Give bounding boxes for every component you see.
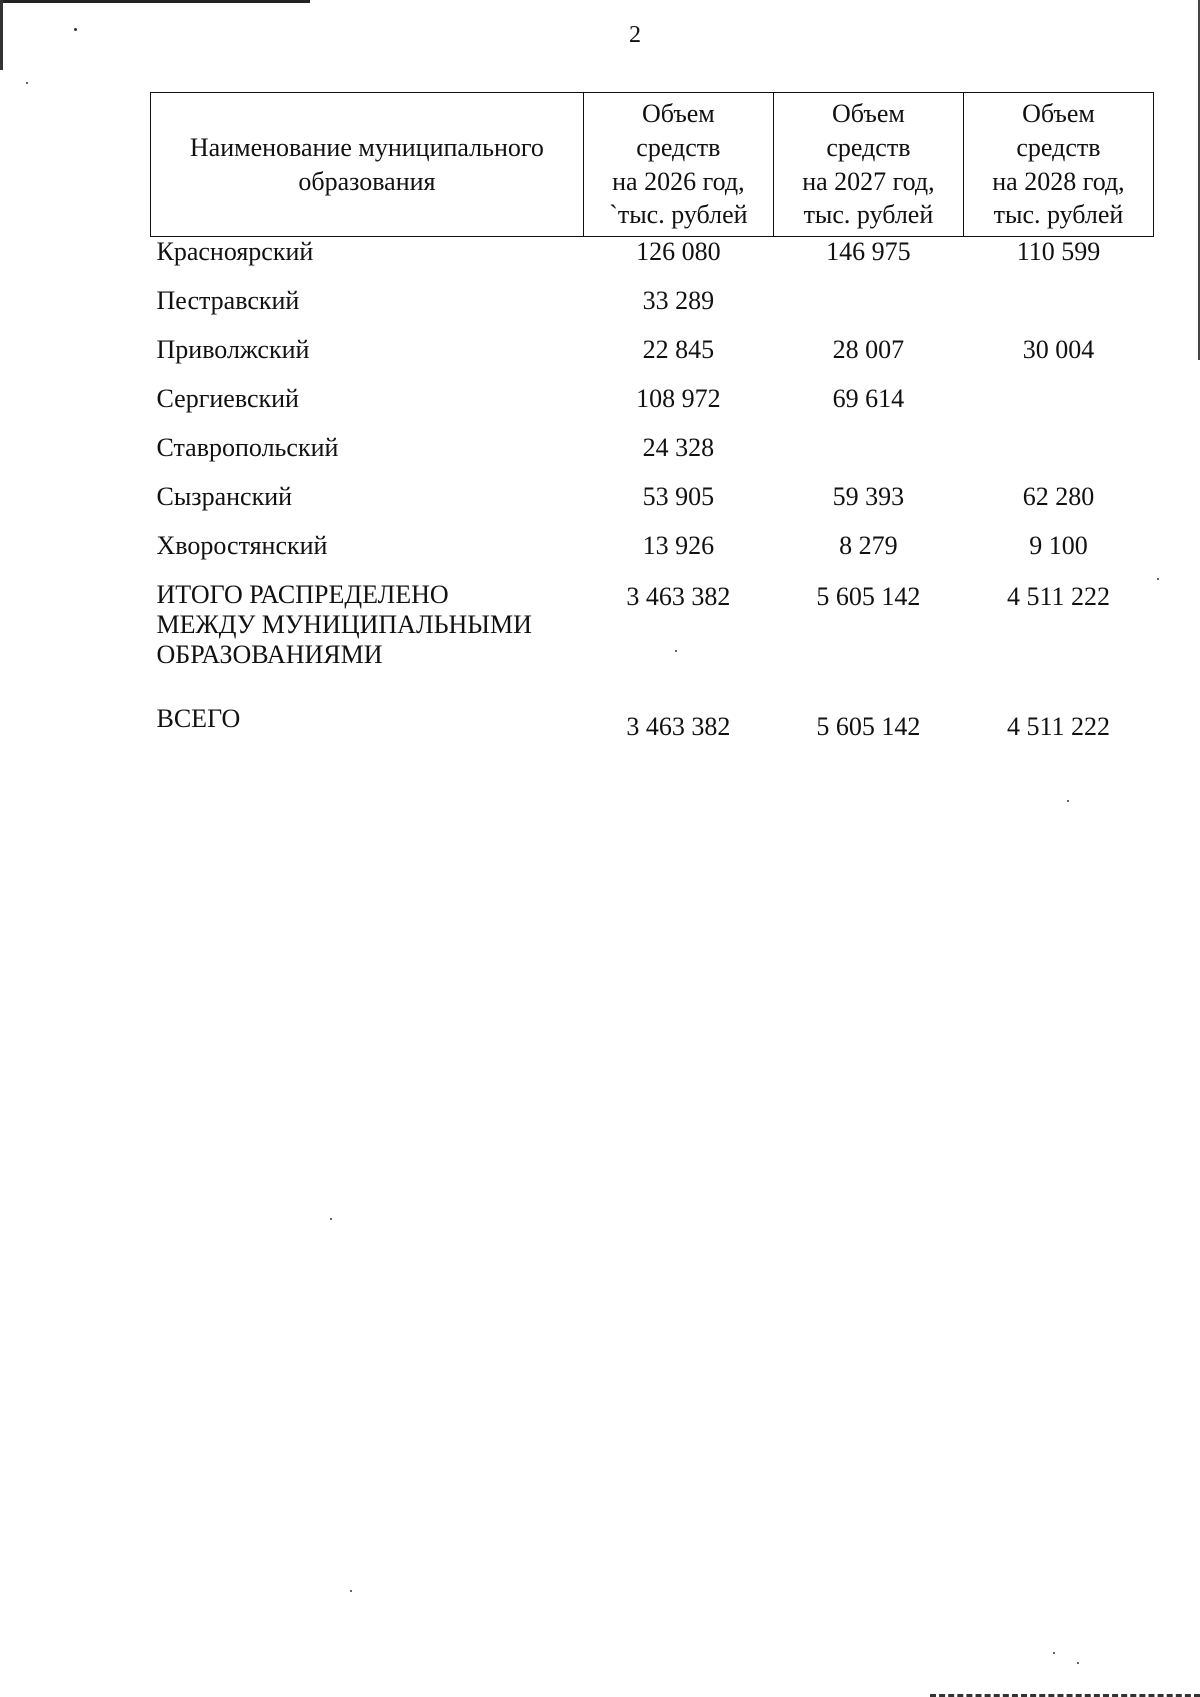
total-value-2026: 3 463 382 xyxy=(626,582,731,612)
total-distributed-row xyxy=(151,580,1154,704)
header-line: на 2026 год, xyxy=(612,166,745,196)
scan-edge-top xyxy=(0,0,310,3)
header-line: Объем xyxy=(832,99,905,128)
total-label-line: ОБРАЗОВАНИЯМИ xyxy=(156,640,383,670)
value-2028: 110 599 xyxy=(1016,237,1101,267)
allocation-table xyxy=(150,92,1154,761)
header-2027 xyxy=(773,93,963,237)
value-2027 xyxy=(773,433,963,482)
grand-total-row xyxy=(151,704,1154,761)
value-2026: 24 328 xyxy=(642,433,715,463)
header-line: тыс. рублей xyxy=(993,200,1124,230)
header-line: средств xyxy=(826,132,911,162)
scan-speck xyxy=(1067,800,1069,802)
value-2027: 28 007 xyxy=(832,335,905,365)
value-2027: 69 614 xyxy=(832,384,905,414)
municipality-name: Сергиевский xyxy=(156,384,299,414)
header-line: `тыс. рублей xyxy=(609,200,748,230)
header-line: средств xyxy=(1016,132,1101,162)
value-2027: 8 279 xyxy=(839,531,898,561)
table-header-row xyxy=(151,93,1154,237)
total-label-line: МЕЖДУ МУНИЦИПАЛЬНЫМИ xyxy=(156,610,532,640)
value-2028: 30 004 xyxy=(1022,335,1095,365)
value-2028 xyxy=(963,286,1153,335)
scan-speck xyxy=(1077,1662,1079,1664)
value-2027: 59 393 xyxy=(832,482,905,512)
table-row xyxy=(151,286,1154,335)
grand-total-2028: 4 511 222 xyxy=(1006,712,1110,742)
value-2028: 62 280 xyxy=(1022,482,1095,512)
value-2028 xyxy=(963,384,1153,433)
value-2028 xyxy=(963,433,1153,482)
header-line: Объем xyxy=(641,99,715,128)
header-line: на 2027 год, xyxy=(802,166,935,196)
scan-speck xyxy=(330,1218,332,1220)
municipality-name: Пестравский xyxy=(156,286,300,316)
scan-speck xyxy=(1157,578,1159,580)
table-row xyxy=(151,237,1154,287)
scan-speck xyxy=(74,28,77,31)
header-line: образования xyxy=(298,166,436,196)
value-2026: 22 845 xyxy=(642,335,715,365)
header-line: на 2028 год, xyxy=(992,166,1125,196)
scan-speck xyxy=(26,82,28,84)
municipality-name: Ставропольский xyxy=(156,433,339,463)
value-2026: 126 080 xyxy=(636,237,721,267)
total-distributed-label xyxy=(151,580,584,704)
table-row xyxy=(151,335,1154,384)
header-line: Объем xyxy=(1022,99,1095,128)
grand-total-2027: 5 605 142 xyxy=(816,712,921,742)
value-2026: 33 289 xyxy=(642,286,715,316)
scan-speck xyxy=(350,1590,352,1592)
page-number: 2 xyxy=(629,22,641,48)
table-row xyxy=(151,531,1154,580)
total-value-2027: 5 605 142 xyxy=(816,582,921,612)
header-line: Наименование муниципального xyxy=(189,132,544,162)
header-line: тыс. рублей xyxy=(803,200,934,230)
value-2026: 108 972 xyxy=(636,384,721,414)
value-2026: 53 905 xyxy=(642,482,715,512)
table-row xyxy=(151,482,1154,531)
municipality-name: Приволжский xyxy=(156,335,310,365)
header-municipality xyxy=(151,93,584,237)
header-line: средств xyxy=(636,132,721,162)
header-2028 xyxy=(963,93,1153,237)
municipality-name: Красноярский xyxy=(156,237,314,267)
value-2028: 9 100 xyxy=(1029,531,1088,561)
table-row xyxy=(151,384,1154,433)
header-2026 xyxy=(583,93,773,237)
value-2027: 146 975 xyxy=(826,237,911,267)
total-value-2028: 4 511 222 xyxy=(1006,582,1110,612)
total-label-line: ИТОГО РАСПРЕДЕЛЕНО xyxy=(156,580,449,610)
municipality-name: Хворостянский xyxy=(156,531,328,561)
grand-total-2026: 3 463 382 xyxy=(626,712,731,742)
value-2026: 13 926 xyxy=(642,531,715,561)
grand-total-label: ВСЕГО xyxy=(156,704,241,734)
municipality-name: Сызранский xyxy=(156,482,293,512)
value-2027 xyxy=(773,286,963,335)
scan-edge-left xyxy=(0,0,3,70)
table-row xyxy=(151,433,1154,482)
scan-speck xyxy=(1053,1652,1055,1654)
